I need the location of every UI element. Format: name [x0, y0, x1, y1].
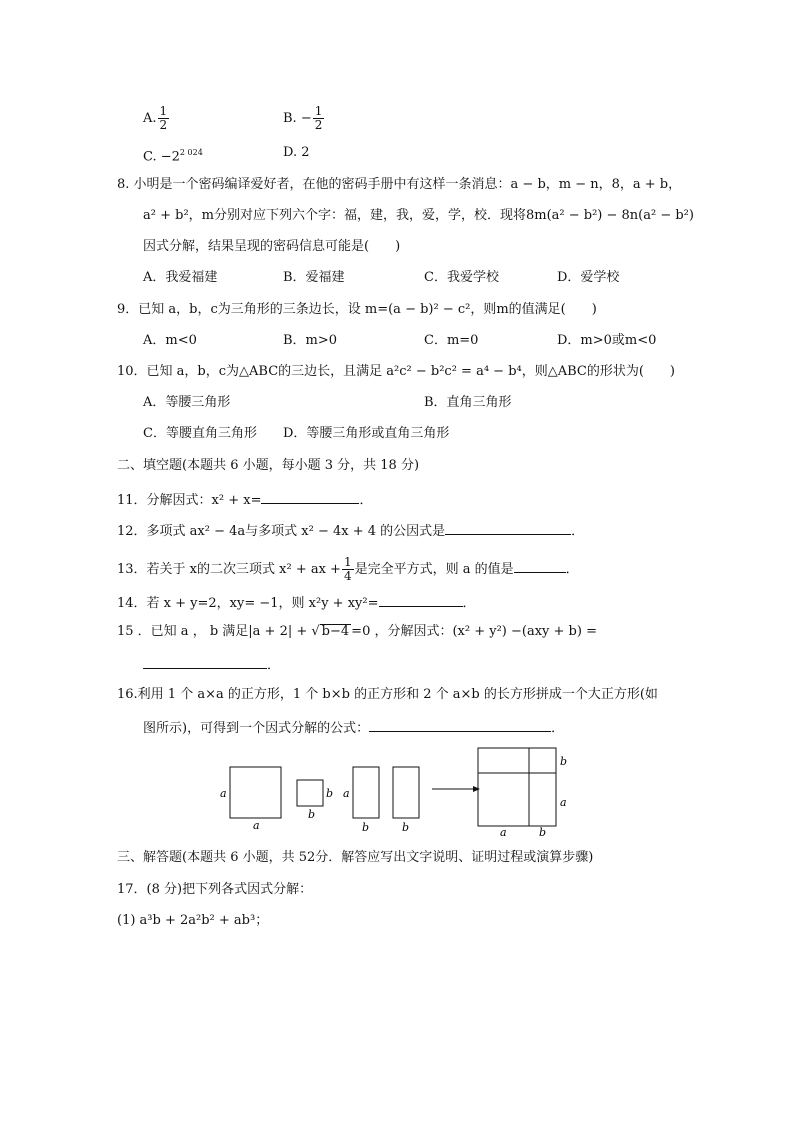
q17-stem: 17．(8 分)把下列各式因式分解： — [117, 882, 313, 897]
label-b: b — [362, 821, 370, 834]
q7-option-a — [143, 105, 170, 132]
q7-option-c-exponent: 2 024 — [179, 148, 203, 157]
label-a: a — [343, 787, 350, 800]
q8-option-b: B．爱福建 — [283, 270, 345, 285]
fraction-numerator: 1 — [159, 104, 168, 118]
q16-figure — [210, 740, 590, 840]
q9-option-c: C．m=0 — [424, 333, 479, 348]
q16-line2 — [143, 717, 564, 738]
q16-end: ． — [551, 721, 565, 736]
q15-end: ． — [267, 658, 281, 673]
q16-line1: 16.利用 1 个 a×a 的正方形，1 个 b×b 的正方形和 2 个 a×b 的长方形拼成一个大正方形(如 — [117, 687, 658, 702]
q15-text-pre: 15 ．已知 a ， b 满足|a + 2| + — [117, 624, 308, 639]
q13 — [117, 556, 579, 583]
fraction-denominator: 2 — [314, 118, 323, 132]
q13-text-pre: 13．若关于 x的二次三项式 x² + ax + — [117, 562, 341, 577]
arrow-head-icon — [473, 786, 480, 792]
label-b: b — [308, 808, 316, 821]
q7-option-c — [143, 144, 203, 166]
q15: 15 ．已知 a ， b 满足|a + 2| + √ b−4 =0 ，分解因式：(x² + y²) −(axy + b) = — [117, 624, 597, 639]
q9-stem: 9．已知 a，b，c为三角形的三条边长，设 m=(a − b)² − c²，则m的值满足( ) — [117, 302, 597, 317]
rectangle-ab-1 — [353, 767, 379, 818]
q12-end: ． — [571, 524, 585, 539]
q13-end: ． — [565, 562, 579, 577]
q14-end: ． — [462, 596, 476, 611]
label-b: b — [326, 787, 334, 800]
q7-option-c-text: C. −2 — [143, 149, 180, 165]
q8-option-a: A．我爱福建 — [143, 270, 218, 285]
rectangle-ab-2 — [393, 767, 419, 818]
q15-answer-line — [143, 654, 280, 675]
fraction-numerator: 1 — [343, 555, 352, 569]
q7-option-a-prefix: A. — [143, 111, 157, 126]
q11-end: ． — [359, 493, 373, 508]
q13-text-post: 是完全平方式，则 a 的值是 — [354, 562, 514, 577]
q15-answer-blank[interactable] — [143, 654, 267, 669]
q10-option-c: C．等腰直角三角形 — [143, 426, 257, 441]
fraction-denominator: 2 — [159, 118, 168, 132]
q8-option-c: C．我爱学校 — [424, 270, 499, 285]
section-3-heading: 三、解答题(本题共 6 小题，共 52分．解答应写出文字说明、证明过程或演算步骤) — [117, 850, 594, 865]
label-a: a — [220, 787, 227, 800]
fraction-denominator: 4 — [343, 569, 352, 583]
q12-text: 12．多项式 ax² − 4a与多项式 x² − 4x + 4 的公因式是 — [117, 524, 446, 539]
q7-option-a-fraction — [158, 105, 170, 132]
label-a: a — [560, 796, 567, 809]
q15-sqrt-radicand: b−4 — [321, 624, 350, 639]
q10-option-d: D．等腰三角形或直角三角形 — [283, 426, 450, 441]
square-a — [230, 767, 281, 818]
q11-answer-blank[interactable] — [261, 489, 359, 504]
q14 — [117, 592, 476, 613]
square-b — [297, 780, 323, 806]
q7-option-b — [283, 105, 325, 132]
q14-text: 14．若 x + y=2，xy= −1，则 x²y + xy²= — [117, 596, 379, 611]
q9-option-a: A．m<0 — [143, 333, 197, 348]
q10-option-a: A．等腰三角形 — [143, 395, 231, 410]
q16-answer-blank[interactable] — [369, 717, 551, 732]
q11-text: 11．分解因式：x² + x= — [117, 493, 262, 508]
q8-stem-line3: 因式分解，结果呈现的密码信息可能是( ) — [143, 239, 401, 254]
q17-part1: (1) a³b + 2a²b² + ab³； — [117, 913, 269, 928]
q16-line2-text: 图所示)，可得到一个因式分解的公式： — [143, 721, 370, 736]
q14-answer-blank[interactable] — [379, 592, 463, 607]
q13-fraction — [342, 556, 354, 583]
q10-stem: 10．已知 a，b，c为△ABC的三边长，且满足 a²c² − b²c² = a⁴ − b⁴，则△ABC的形状为( ) — [117, 364, 676, 379]
q8-stem-line1: 8. 小明是一个密码编译爱好者，在他的密码手册中有这样一条消息：a − b，m − n，8，a + b， — [117, 177, 682, 192]
q9-option-d: D．m>0或m<0 — [557, 333, 657, 348]
q15-text-post: =0 ，分解因式：(x² + y²) −(axy + b) = — [351, 624, 597, 639]
q12-answer-blank[interactable] — [445, 520, 571, 535]
q7-option-b-fraction — [313, 105, 325, 132]
label-a: a — [500, 826, 507, 839]
label-a: a — [253, 819, 260, 832]
q11 — [117, 489, 372, 510]
q13-answer-blank[interactable] — [514, 558, 566, 573]
q8-stem-line2: a² + b²，m分别对应下列六个字：福，建，我，爱，学，校．现将8m(a² − b²) − 8n(a² − b²) — [143, 208, 694, 223]
fraction-numerator: 1 — [314, 104, 323, 118]
big-square — [478, 748, 556, 826]
q7-option-b-prefix: B. − — [283, 111, 312, 126]
q12 — [117, 520, 584, 541]
q9-option-b: B．m>0 — [283, 333, 338, 348]
q7-option-d: D. 2 — [283, 145, 310, 160]
q10-option-b: B．直角三角形 — [424, 395, 512, 410]
label-b: b — [560, 755, 568, 768]
q8-option-d: D．爱学校 — [557, 270, 620, 285]
label-b: b — [402, 821, 410, 834]
label-b: b — [539, 826, 547, 839]
section-2-heading: 二、填空题(本题共 6 小题，每小题 3 分，共 18 分) — [117, 458, 420, 473]
